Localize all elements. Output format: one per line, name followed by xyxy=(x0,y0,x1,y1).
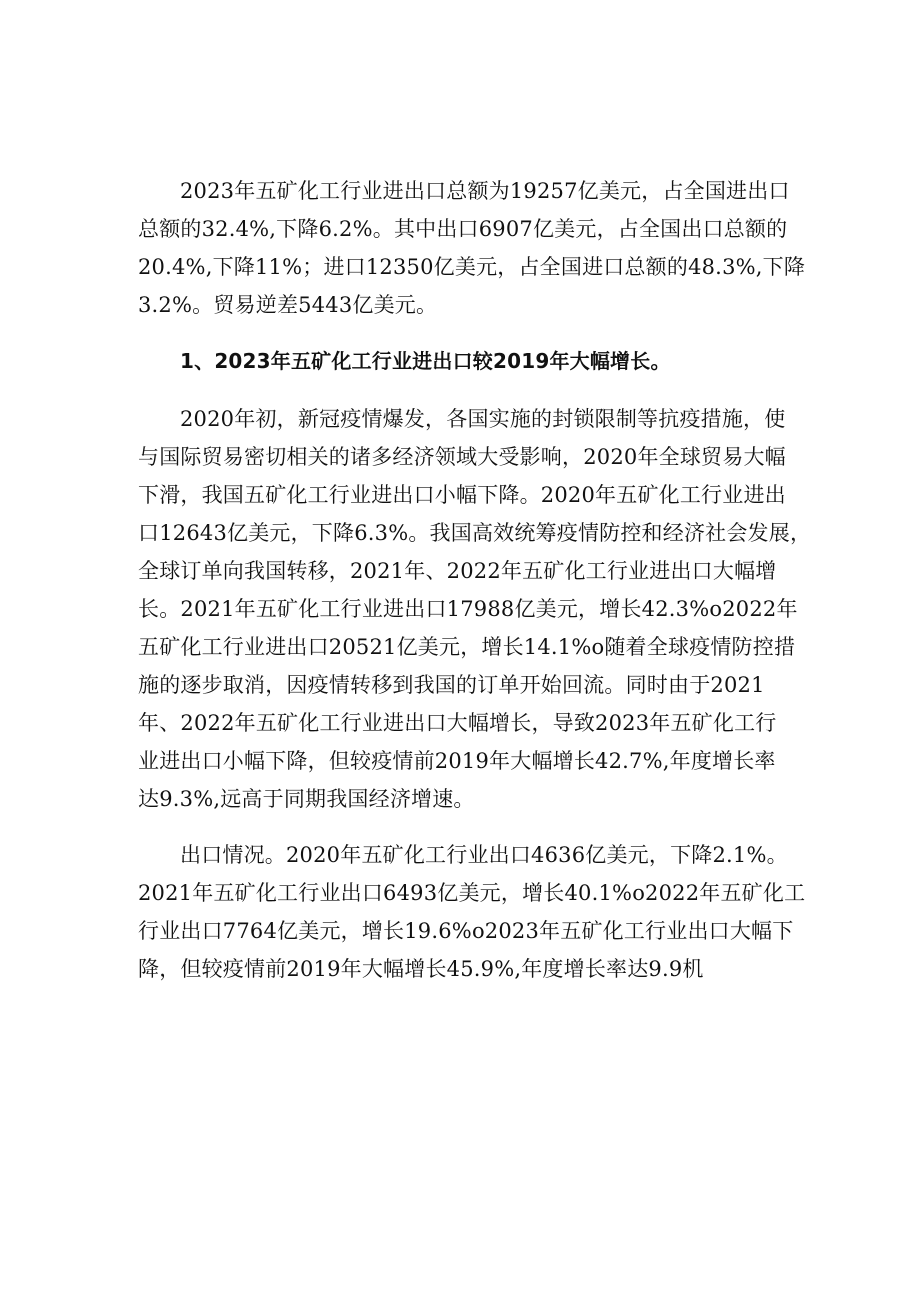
text-line: 业进出口小幅下降，但较疫情前2019年大幅增长42.7%,年度增长率 xyxy=(138,749,776,773)
text-line: 出口情况。2020年五矿化工行业出口4636亿美元，下降2.1%。 xyxy=(180,843,788,867)
text-line: 3.2%。贸易逆差5443亿美元。 xyxy=(138,293,438,317)
text-line: 年、2022年五矿化工行业进出口大幅增长，导致2023年五矿化工行 xyxy=(138,711,777,735)
text-line: 降，但较疫情前2019年大幅增长45.9%,年度增长率达9.9机 xyxy=(138,957,704,981)
paragraph-summary xyxy=(138,172,806,324)
paragraph-pandemic xyxy=(138,400,812,818)
text-line: 五矿化工行业进出口20521亿美元，增长14.1%o随着全球疫情防控措 xyxy=(138,635,796,659)
section-heading: 1、2023年五矿化工行业进出口较2019年大幅增长。 xyxy=(180,349,671,373)
text-line: 2020年初，新冠疫情爆发，各国实施的封锁限制等抗疫措施，使 xyxy=(180,407,786,431)
text-line: 长。2021年五矿化工行业进出口17988亿美元，增长42.3%o2022年 xyxy=(138,597,798,621)
text-line: 施的逐步取消，因疫情转移到我国的订单开始回流。同时由于2021 xyxy=(138,673,765,697)
text-line: 20.4%,下降11%；进口12350亿美元，占全国进口总额的48.3%,下降 xyxy=(138,255,806,279)
text-line: 与国际贸易密切相关的诸多经济领域大受影响，2020年全球贸易大幅 xyxy=(138,445,786,469)
document-body xyxy=(138,172,812,1006)
text-line: 总额的32.4%,下降6.2%。其中出口6907亿美元，占全国出口总额的 xyxy=(138,217,788,241)
text-line: 2023年五矿化工行业进出口总额为19257亿美元，占全国进出口 xyxy=(180,179,790,203)
text-line: 达9.3%,远高于同期我国经济增速。 xyxy=(138,787,475,811)
text-line: 下滑，我国五矿化工行业进出口小幅下降。2020年五矿化工行业进出 xyxy=(138,483,786,507)
text-line: 2021年五矿化工行业出口6493亿美元，增长40.1%o2022年五矿化工 xyxy=(138,881,806,905)
paragraph-exports xyxy=(138,836,806,988)
text-line: 口12643亿美元，下降6.3%。我国高效统筹疫情防控和经济社会发展， xyxy=(138,521,812,545)
text-line: 全球订单向我国转移，2021年、2022年五矿化工行业进出口大幅增 xyxy=(138,559,777,583)
text-line: 行业出口7764亿美元，增长19.6%o2023年五矿化工行业出口大幅下 xyxy=(138,919,794,943)
